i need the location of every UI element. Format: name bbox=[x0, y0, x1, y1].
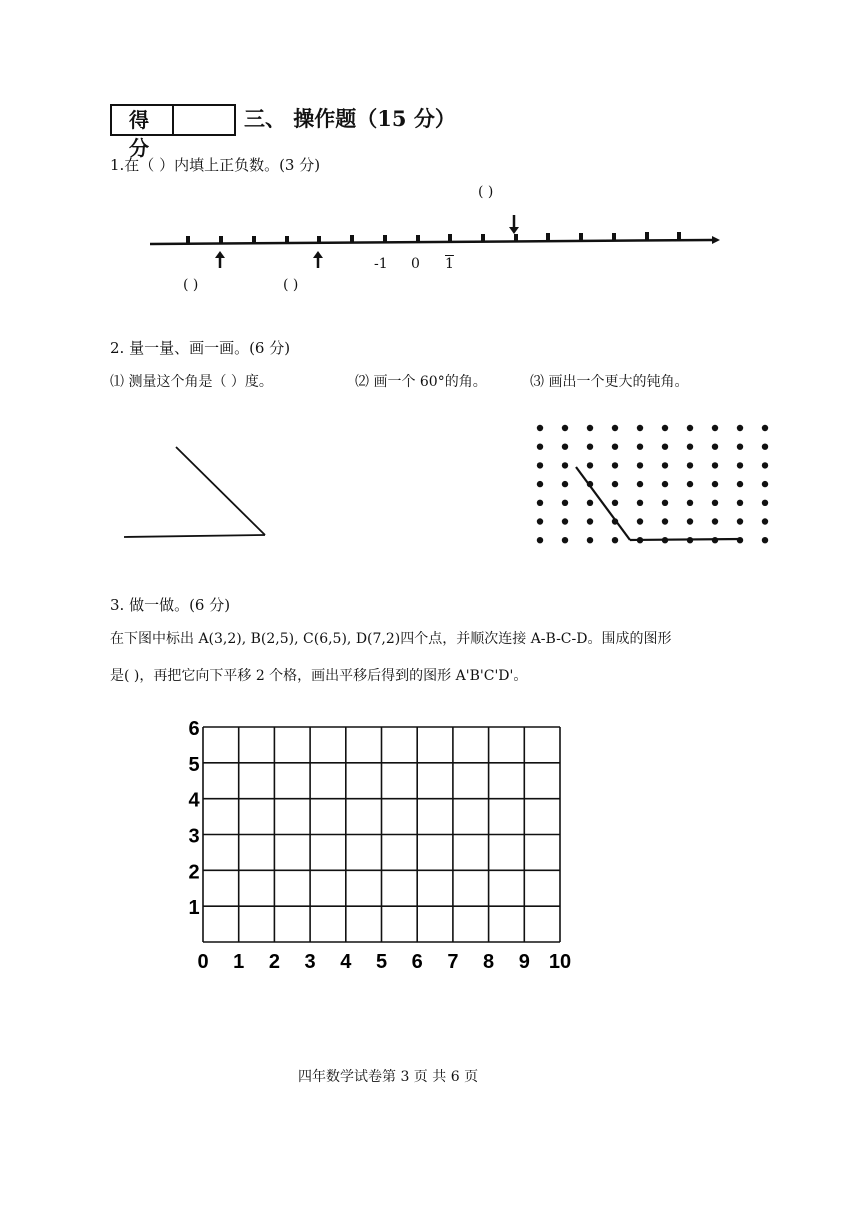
grid-x-label: 1 bbox=[233, 951, 245, 973]
grid-x-labels bbox=[197, 951, 571, 973]
grid-dot bbox=[662, 444, 668, 450]
grid-dot bbox=[712, 425, 718, 431]
grid-x-label: 9 bbox=[518, 951, 530, 973]
section-title: 三、 操作题（15 分） bbox=[244, 106, 456, 131]
grid-dot bbox=[612, 425, 618, 431]
grid-x-label: 5 bbox=[375, 951, 388, 973]
q2-sub3: ⑶ 画出一个更大的钝角。 bbox=[530, 374, 689, 390]
grid-dot bbox=[737, 518, 743, 524]
grid-dot bbox=[537, 481, 543, 487]
grid-dot bbox=[562, 537, 568, 543]
grid-x-label: 7 bbox=[447, 951, 459, 973]
grid-x-label: 8 bbox=[483, 951, 495, 973]
grid-dot bbox=[562, 462, 568, 468]
grid-x-label: 3 bbox=[304, 951, 316, 973]
grid-dot bbox=[612, 462, 618, 468]
grid-y-label: 1 bbox=[188, 897, 200, 920]
grid-dot bbox=[562, 481, 568, 487]
grid-x-label: 4 bbox=[340, 951, 352, 973]
grid-y-label: 6 bbox=[188, 718, 200, 740]
page-footer: 四年数学试卷第 3 页 共 6 页 bbox=[298, 1069, 479, 1085]
grid-dot bbox=[687, 462, 693, 468]
grid-dot bbox=[637, 425, 643, 431]
grid-dot bbox=[587, 500, 593, 506]
grid-dot bbox=[762, 444, 768, 450]
grid-dot bbox=[637, 500, 643, 506]
grid-dot bbox=[612, 444, 618, 450]
grid-x-label: 0 bbox=[197, 951, 209, 973]
grid-dot bbox=[537, 518, 543, 524]
grid-dot bbox=[712, 444, 718, 450]
q3-line2: 是( )，再把它向下平移 2 个格，画出平移后得到的图形 A'B'C'D'。 bbox=[110, 668, 528, 684]
grid-dot bbox=[537, 537, 543, 543]
q2-sub2: ⑵ 画一个 60°的角。 bbox=[355, 374, 487, 390]
grid-dot bbox=[612, 500, 618, 506]
grid-dot bbox=[587, 537, 593, 543]
grid-dot bbox=[737, 481, 743, 487]
grid-dot bbox=[587, 462, 593, 468]
grid-dot bbox=[537, 444, 543, 450]
grid-y-label: 4 bbox=[188, 789, 200, 812]
grid-dot bbox=[662, 462, 668, 468]
tick-label-0: 0 bbox=[411, 256, 420, 272]
grid-dot bbox=[712, 500, 718, 506]
grid-dot bbox=[562, 500, 568, 506]
coordinate-grid bbox=[203, 727, 560, 942]
grid-dot bbox=[762, 481, 768, 487]
grid-dot bbox=[687, 444, 693, 450]
grid-y-label: 2 bbox=[188, 861, 200, 884]
down-arrow-icon bbox=[509, 215, 519, 234]
grid-dot bbox=[687, 425, 693, 431]
q1-bottom-blank-1[interactable]: ( ) bbox=[183, 277, 199, 293]
q1-top-blank[interactable]: ( ) bbox=[478, 184, 494, 200]
grid-dot bbox=[637, 444, 643, 450]
grid-y-label: 5 bbox=[188, 753, 200, 776]
grid-y-label: 3 bbox=[188, 825, 200, 848]
grid-dot bbox=[737, 444, 743, 450]
grid-dot bbox=[762, 518, 768, 524]
grid-dot bbox=[637, 462, 643, 468]
grid-dot bbox=[762, 537, 768, 543]
grid-dot bbox=[662, 518, 668, 524]
grid-x-label: 2 bbox=[268, 951, 280, 973]
up-arrow-icon bbox=[215, 251, 225, 268]
grid-dot bbox=[537, 462, 543, 468]
grid-dot bbox=[587, 444, 593, 450]
grid-dot bbox=[587, 518, 593, 524]
q3-prompt: 3. 做一做。(6 分) bbox=[110, 596, 231, 614]
grid-dot bbox=[712, 518, 718, 524]
grid-dot bbox=[612, 537, 618, 543]
grid-dot bbox=[762, 462, 768, 468]
grid-dot bbox=[762, 500, 768, 506]
grid-dot bbox=[662, 481, 668, 487]
grid-dot bbox=[612, 481, 618, 487]
grid-dot bbox=[562, 518, 568, 524]
grid-dot bbox=[637, 481, 643, 487]
grid-dot bbox=[687, 518, 693, 524]
grid-dot bbox=[687, 481, 693, 487]
score-label: 得 分 bbox=[112, 106, 174, 134]
grid-dot bbox=[637, 518, 643, 524]
number-line bbox=[150, 215, 720, 268]
grid-dot bbox=[662, 425, 668, 431]
q1-prompt: 1.在（ ）内填上正负数。(3 分) bbox=[110, 156, 321, 174]
grid-x-label: 6 bbox=[411, 951, 423, 973]
dot-grid bbox=[537, 425, 768, 544]
grid-dot bbox=[537, 425, 543, 431]
grid-x-label: 10 bbox=[548, 951, 572, 973]
tick-label-1: 1 bbox=[445, 256, 454, 272]
grid-dot bbox=[562, 425, 568, 431]
grid-dot bbox=[762, 425, 768, 431]
grid-dot bbox=[562, 444, 568, 450]
grid-dot bbox=[712, 462, 718, 468]
grid-dot bbox=[737, 462, 743, 468]
q2-sub1: ⑴ 测量这个角是（ ）度。 bbox=[110, 374, 273, 390]
grid-dot bbox=[687, 500, 693, 506]
q1-bottom-blank-2[interactable]: ( ) bbox=[283, 277, 299, 293]
grid-dot bbox=[737, 425, 743, 431]
grid-dot bbox=[712, 481, 718, 487]
tick-label-neg1: -1 bbox=[374, 256, 388, 272]
q3-line1: 在下图中标出 A(3,2), B(2,5), C(6,5), D(7,2)四个点，并顺次连接 A-B-C-D。围成的图形 bbox=[110, 631, 672, 647]
angle-figure bbox=[124, 447, 265, 537]
q2-prompt: 2. 量一量、画一画。(6 分) bbox=[110, 339, 291, 357]
grid-dot bbox=[537, 500, 543, 506]
grid-dot bbox=[662, 500, 668, 506]
grid-dot bbox=[587, 425, 593, 431]
grid-y-labels bbox=[188, 718, 200, 919]
up-arrow-icon bbox=[313, 251, 323, 268]
grid-dot bbox=[737, 500, 743, 506]
